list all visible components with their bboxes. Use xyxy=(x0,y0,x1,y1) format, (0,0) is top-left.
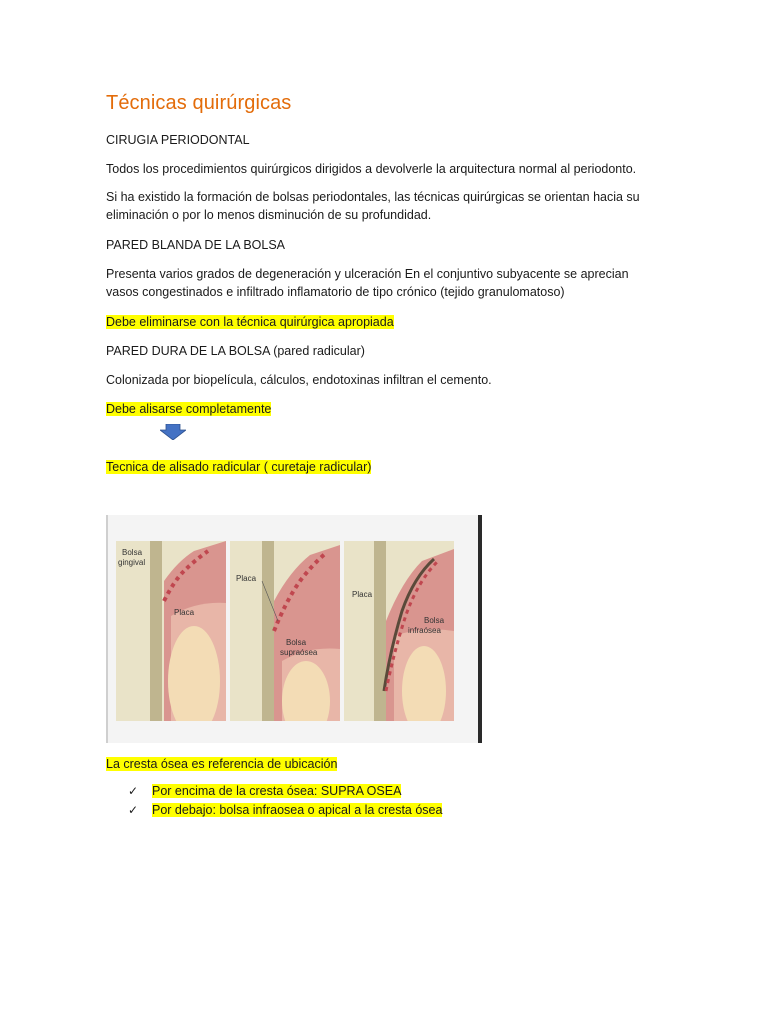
list-item-text: Por debajo: bolsa infraosea o apical a la cresta ósea xyxy=(152,803,443,817)
figure-panel-gingival xyxy=(116,541,226,721)
figure-panel-supraosea xyxy=(230,541,340,721)
label-placa: Placa xyxy=(236,574,257,583)
highlight-text: La cresta ósea es referencia de ubicación xyxy=(106,757,338,771)
paragraph-degeneracion-line1: Presenta varios grados de degeneración y ulceración En el conjuntivo subyacente se aprecian xyxy=(106,267,629,281)
down-arrow-icon xyxy=(160,424,186,440)
label-bolsa: Bolsa xyxy=(286,638,307,647)
gingival-pocket-illustration xyxy=(116,541,226,721)
paragraph-bolsas-line1: Si ha existido la formación de bolsas periodontales, las técnicas quirúrgicas se orientan hacia su xyxy=(106,190,640,204)
highlight-cresta xyxy=(106,755,337,774)
check-icon: ✓ xyxy=(128,784,139,798)
label-bolsa: Bolsa xyxy=(424,616,445,625)
paragraph-degeneracion-line2: vasos congestinados e infiltrado inflamatorio de tipo crónico (tejido granulomatoso) xyxy=(106,285,565,299)
suprabony-pocket-illustration xyxy=(230,541,340,721)
paragraph-bolsas-line2: eliminación o por lo menos disminución de su profundidad. xyxy=(106,208,432,222)
list-item xyxy=(128,801,442,820)
list-item-text: Por encima de la cresta ósea: SUPRA OSEA xyxy=(152,784,402,798)
label-infraosea: infraósea xyxy=(408,626,441,635)
page-title: Técnicas quirúrgicas xyxy=(106,92,292,114)
label-placa: Placa xyxy=(352,590,373,599)
highlight-text: Debe alisarse completamente xyxy=(106,402,272,416)
label-placa: Placa xyxy=(174,608,195,617)
highlight-text: Debe eliminarse con la técnica quirúrgica apropiada xyxy=(106,315,394,329)
label-supraosea: supraósea xyxy=(280,648,318,657)
paragraph-colonizada: Colonizada por biopelícula, cálculos, endotoxinas infiltran el cemento. xyxy=(106,373,492,387)
checklist xyxy=(128,782,442,820)
label-gingival: gingival xyxy=(118,558,146,567)
highlight-eliminarse xyxy=(106,313,394,332)
heading-pared-blanda: PARED BLANDA DE LA BOLSA xyxy=(106,238,286,252)
heading-pared-dura: PARED DURA DE LA BOLSA (pared radicular) xyxy=(106,344,365,358)
list-item xyxy=(128,782,442,801)
infrabony-pocket-illustration xyxy=(344,541,454,721)
highlight-text: Tecnica de alisado radicular ( curetaje radicular) xyxy=(106,460,372,474)
check-icon: ✓ xyxy=(128,803,139,817)
highlight-alisado xyxy=(106,458,371,477)
label-bolsa: Bolsa xyxy=(122,548,143,557)
figure-panel-infraosea xyxy=(344,541,454,721)
heading-cirugia: CIRUGIA PERIODONTAL xyxy=(106,133,250,147)
periodontal-pockets-figure xyxy=(106,515,482,743)
highlight-alisarse xyxy=(106,400,271,419)
paragraph-definition: Todos los procedimientos quirúrgicos dirigidos a devolverle la arquitectura normal al periodonto. xyxy=(106,162,637,176)
